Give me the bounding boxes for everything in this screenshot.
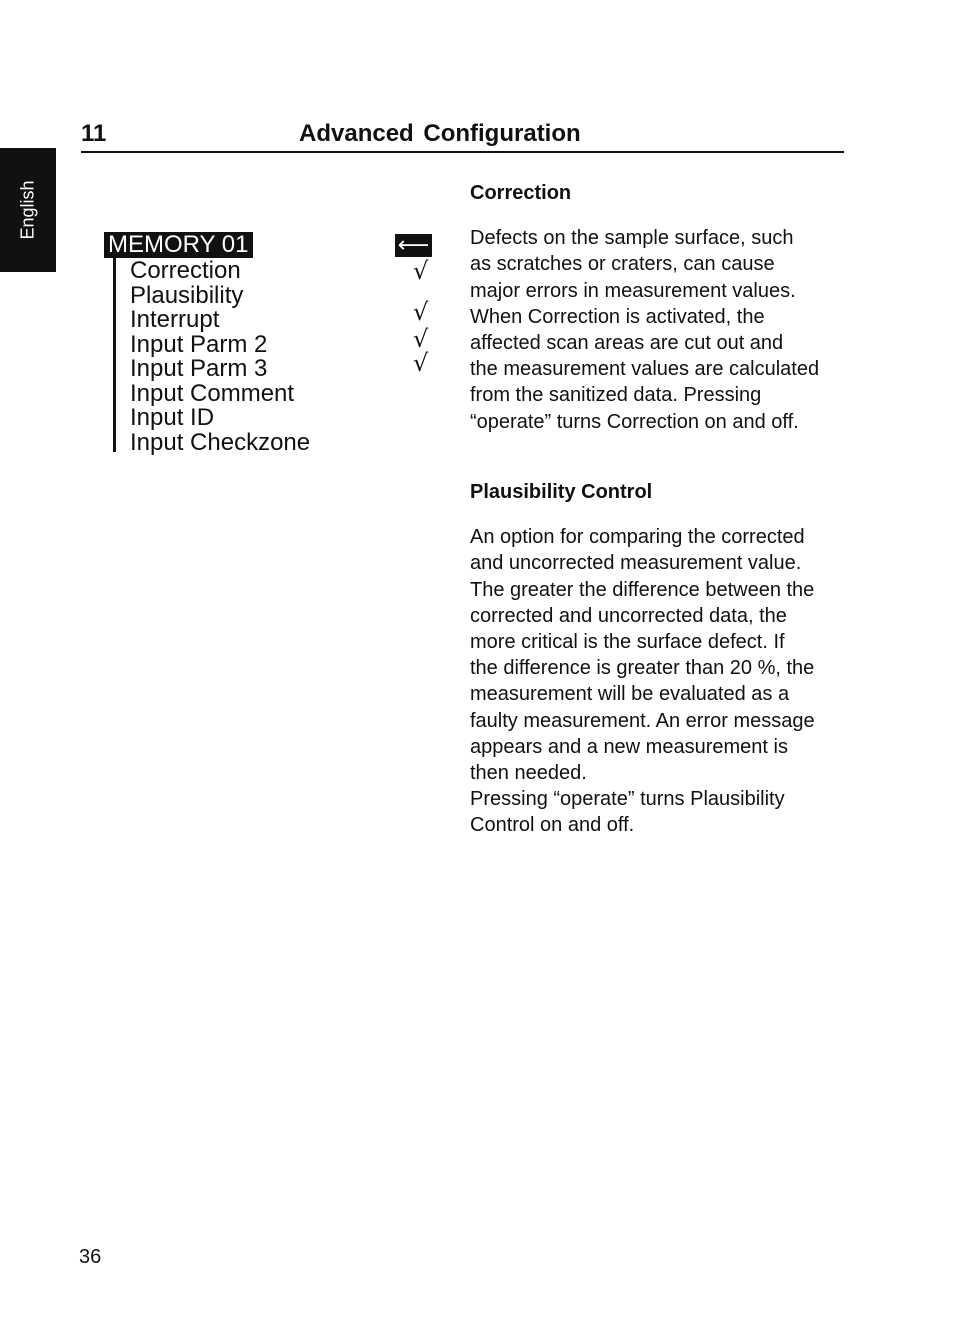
header-rule [81,151,844,153]
chapter-title: Advanced Configuration [299,120,581,147]
menu-item-input-checkzone: Input Checkzone [130,428,311,456]
plausibility-heading: Plausibility Control [470,481,653,503]
correction-section [470,180,850,435]
plausibility-section [470,479,850,839]
check-icon: √ [413,298,429,326]
correction-heading: Correction [470,182,572,204]
menu-item-plausibility: Plausibility [130,281,244,309]
language-tab [0,148,56,272]
check-icon: √ [413,257,429,285]
menu-item-input-id: Input ID [130,404,215,431]
menu-tree-line [113,258,116,452]
menu-item-input-comment: Input Comment [130,379,295,407]
language-tab-label: English [17,180,38,240]
chapter-number: 11 [81,120,107,147]
menu-item-input-parm-3: Input Parm 3 [130,355,268,382]
check-icon: √ [413,349,429,377]
menu-item-correction: Correction [130,257,241,284]
menu-item-input-parm-2: Input Parm 2 [130,330,268,358]
left-arrow-icon: ⟵ [395,234,432,257]
correction-body: Defects on the sample surface, such as scratches or craters, can cause major errors in measurement values. When Correction is activated, the affected scan areas are cut out and the measurement values are calculated from the sanitized data. Pressing “operate” turns Correction on and off. [470,227,820,433]
display-title: MEMORY 01 [104,232,253,258]
menu-item-interrupt: Interrupt [130,306,220,333]
check-icon: √ [413,325,429,353]
plausibility-body: An option for comparing the corrected and uncorrected measurement value. The greater the difference between the corrected and uncorrected data, the more critical is the surface defect. If the difference is greater than 20 %, the measurement will be evaluated as a faulty measurement. An error message appears and a new measurement is then needed. Pressing “operate” turns Plausibility Control on and off. [470,526,815,837]
page-number: 36 [79,1246,102,1268]
device-display [104,232,444,457]
